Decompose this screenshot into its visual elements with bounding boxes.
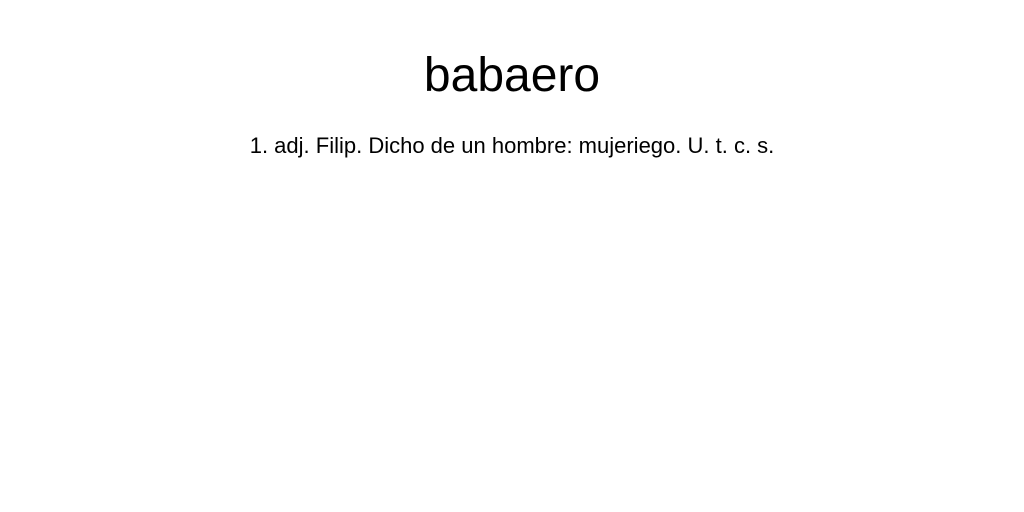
definition-text: 1. adj. Filip. Dicho de un hombre: mujeriego. U. t. c. s. — [249, 133, 775, 158]
headword: babaero — [423, 49, 601, 102]
